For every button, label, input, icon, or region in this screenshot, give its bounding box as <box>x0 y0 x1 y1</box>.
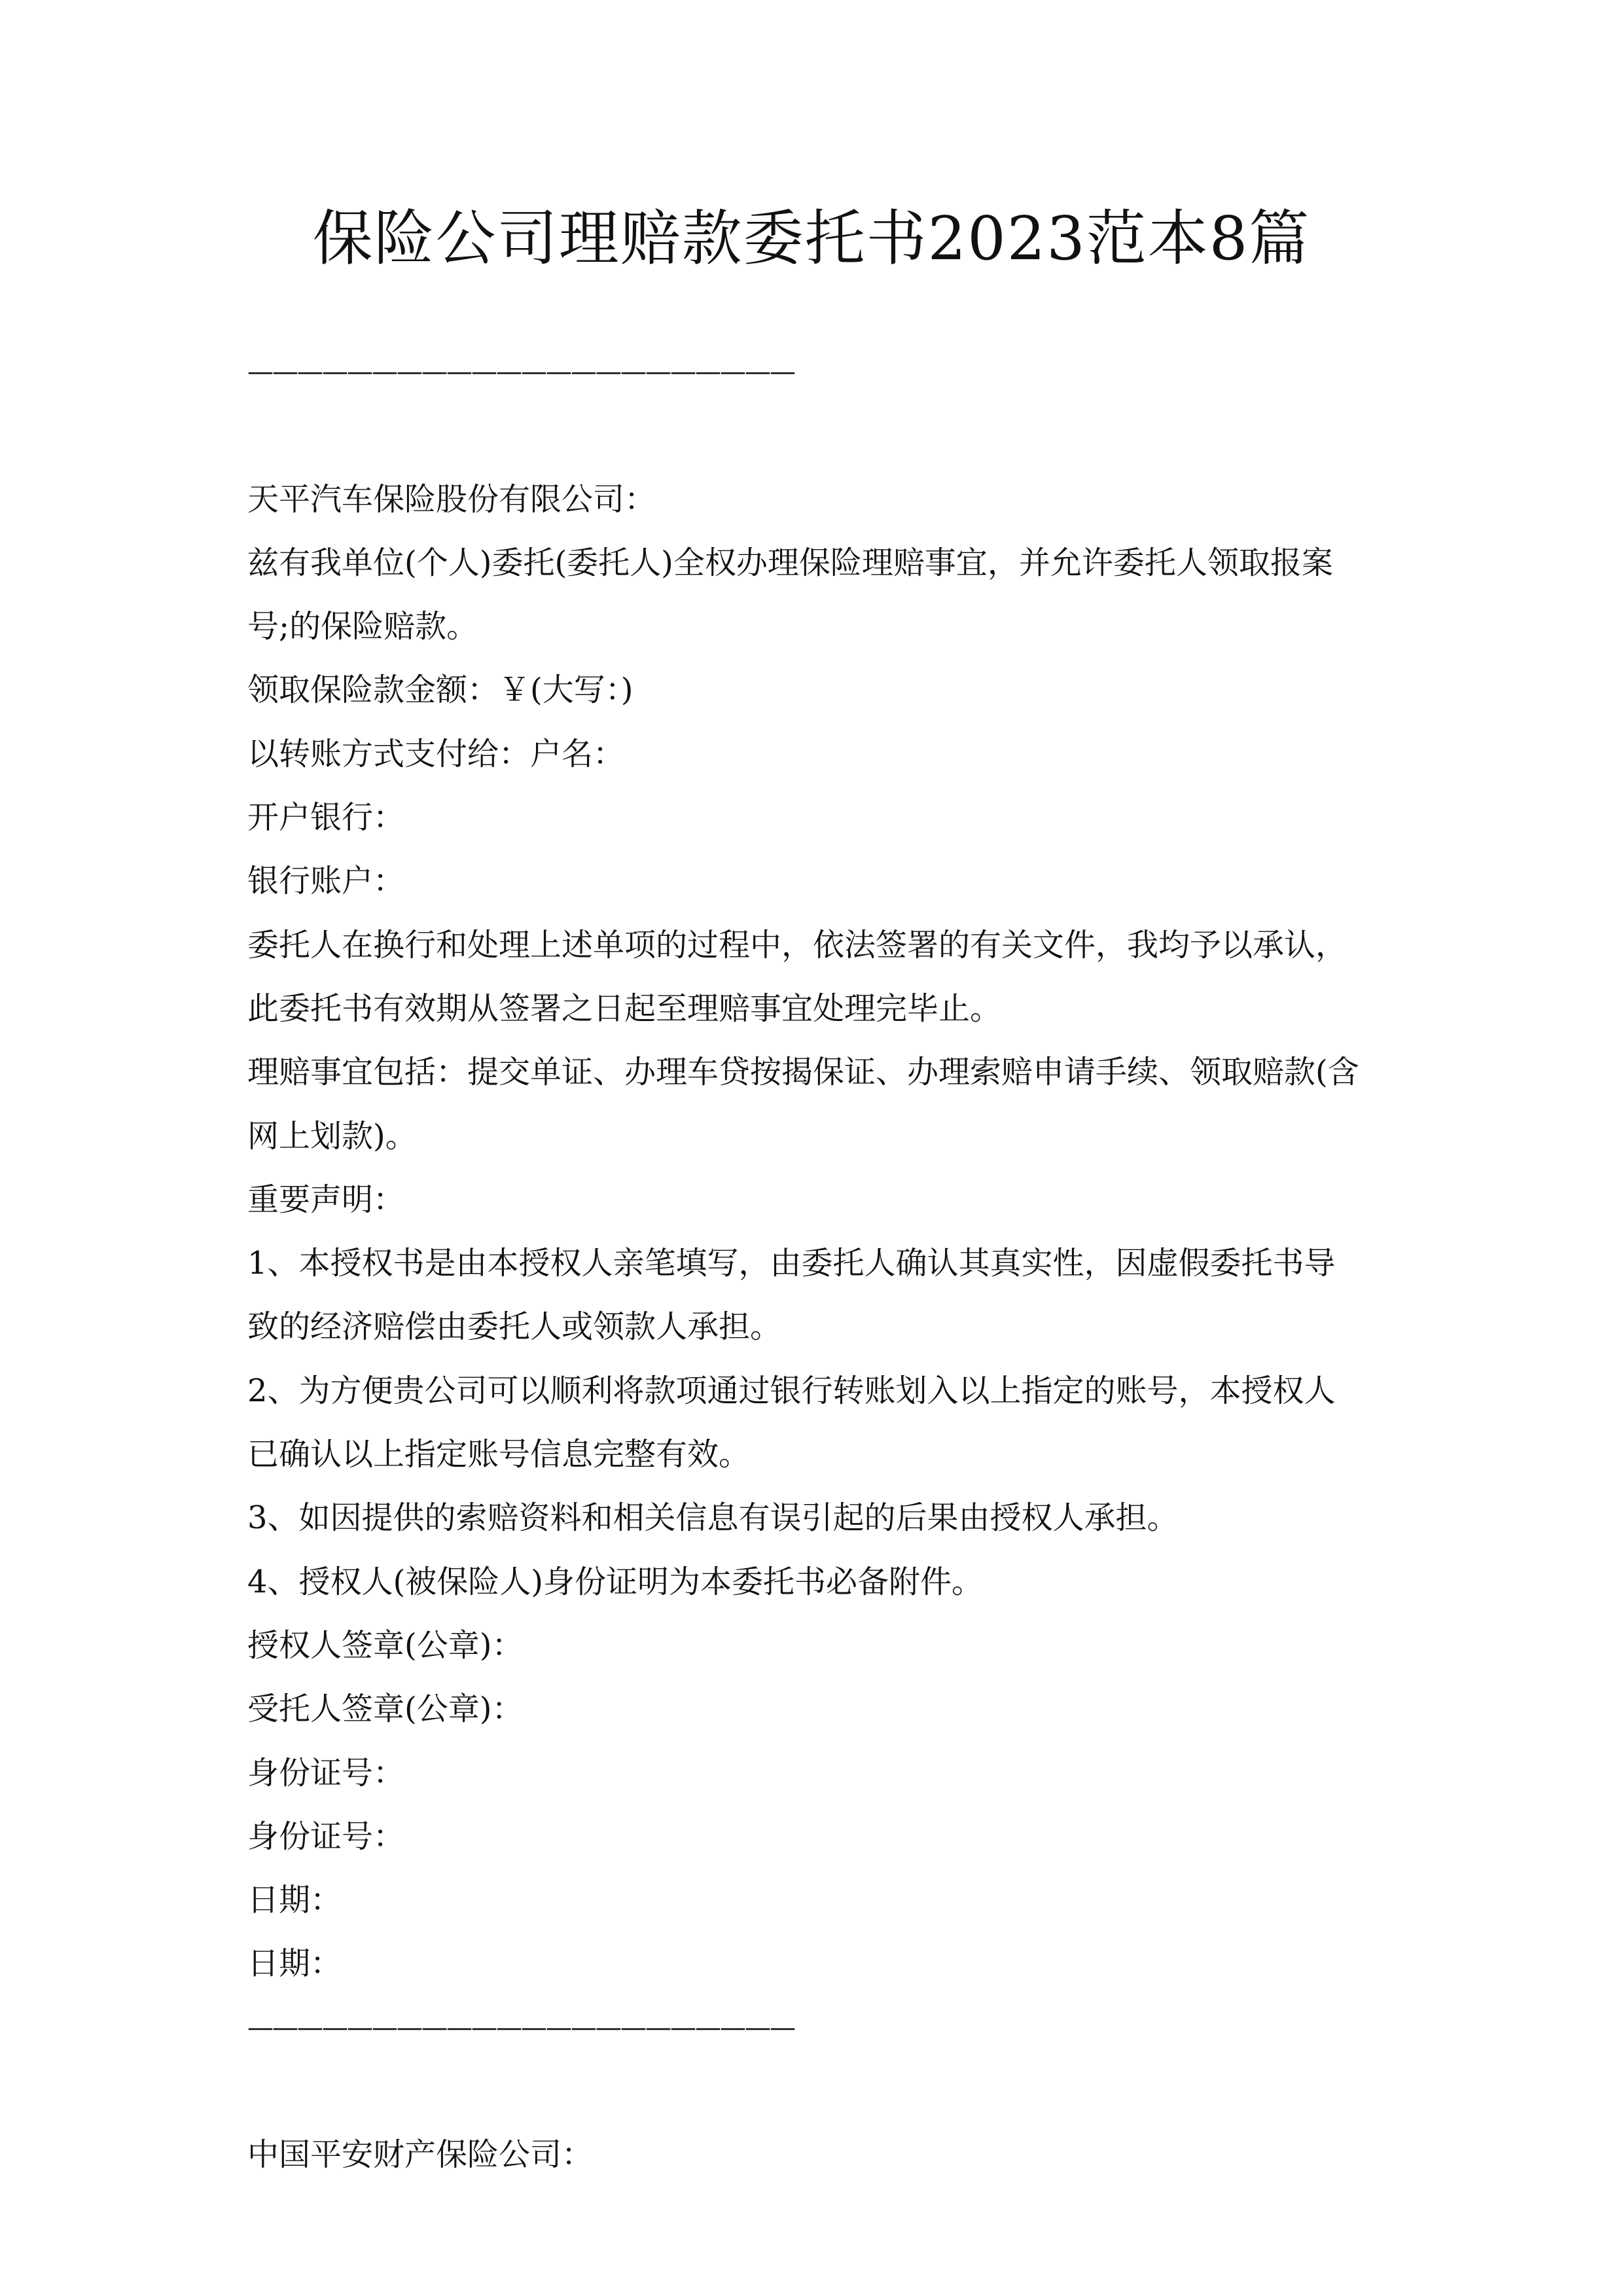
body-line: 网上划款)。 <box>247 1117 417 1155</box>
date-line: 日期： <box>247 1882 342 1919</box>
statement-item: 4、授权人(被保险人)身份证明为本委托书必备附件。 <box>247 1563 983 1600</box>
body-line: 兹有我单位(个人)委托(委托人)全权办理保险理赔事宜，并允许委托人领取报案 <box>247 544 1333 581</box>
account-line: 银行账户： <box>247 863 405 900</box>
statement-item: 2、为方便贵公司可以顺利将款项通过银行转账划入以上指定的账号，本授权人 <box>247 1372 1336 1409</box>
spacer <box>247 2060 1399 2123</box>
next-addressee: 中国平安财产保险公司： <box>247 2136 594 2174</box>
document-body <box>247 340 1399 2187</box>
divider-top: —————————————————————— <box>247 357 794 387</box>
divider-bottom: —————————————————————— <box>247 2012 794 2043</box>
signature-line: 受托人签章(公章)： <box>247 1691 524 1728</box>
statement-item: 已确认以上指定账号信息完整有效。 <box>247 1436 751 1473</box>
payee-line: 以转账方式支付给：户名： <box>247 735 625 772</box>
id-number-line: 身份证号： <box>247 1754 405 1791</box>
bank-line: 开户银行： <box>247 799 405 836</box>
spacer <box>247 404 1399 467</box>
addressee: 天平汽车保险股份有限公司： <box>247 480 656 518</box>
body-line: 委托人在换行和处理上述单项的过程中，依法签署的有关文件，我均予以承认， <box>247 926 1347 963</box>
statement-item: 致的经济赔偿由委托人或领款人承担。 <box>247 1308 782 1346</box>
id-number-line: 身份证号： <box>247 1818 405 1855</box>
body-line: 此委托书有效期从签署之日起至理赔事宜处理完毕止。 <box>247 990 1002 1027</box>
date-line: 日期： <box>247 1945 342 1982</box>
statement-item: 3、如因提供的索赔资料和相关信息有误引起的后果由授权人承担。 <box>247 1499 1179 1537</box>
amount-line: 领取保险款金额：￥(大写：) <box>247 672 633 709</box>
section-heading: 重要声明： <box>247 1181 405 1218</box>
signature-line: 授权人签章(公章)： <box>247 1626 524 1664</box>
body-line: 号;的保险赔款。 <box>247 608 478 645</box>
statement-item: 1、本授权书是由本授权人亲笔填写，由委托人确认其真实性，因虚假委托书导 <box>247 1245 1336 1282</box>
document-title: 保险公司理赔款委托书2023范本8篇 <box>312 204 1311 274</box>
body-line: 理赔事宜包括：提交单证、办理车贷按揭保证、办理索赔申请手续、领取赔款(含 <box>247 1054 1359 1091</box>
